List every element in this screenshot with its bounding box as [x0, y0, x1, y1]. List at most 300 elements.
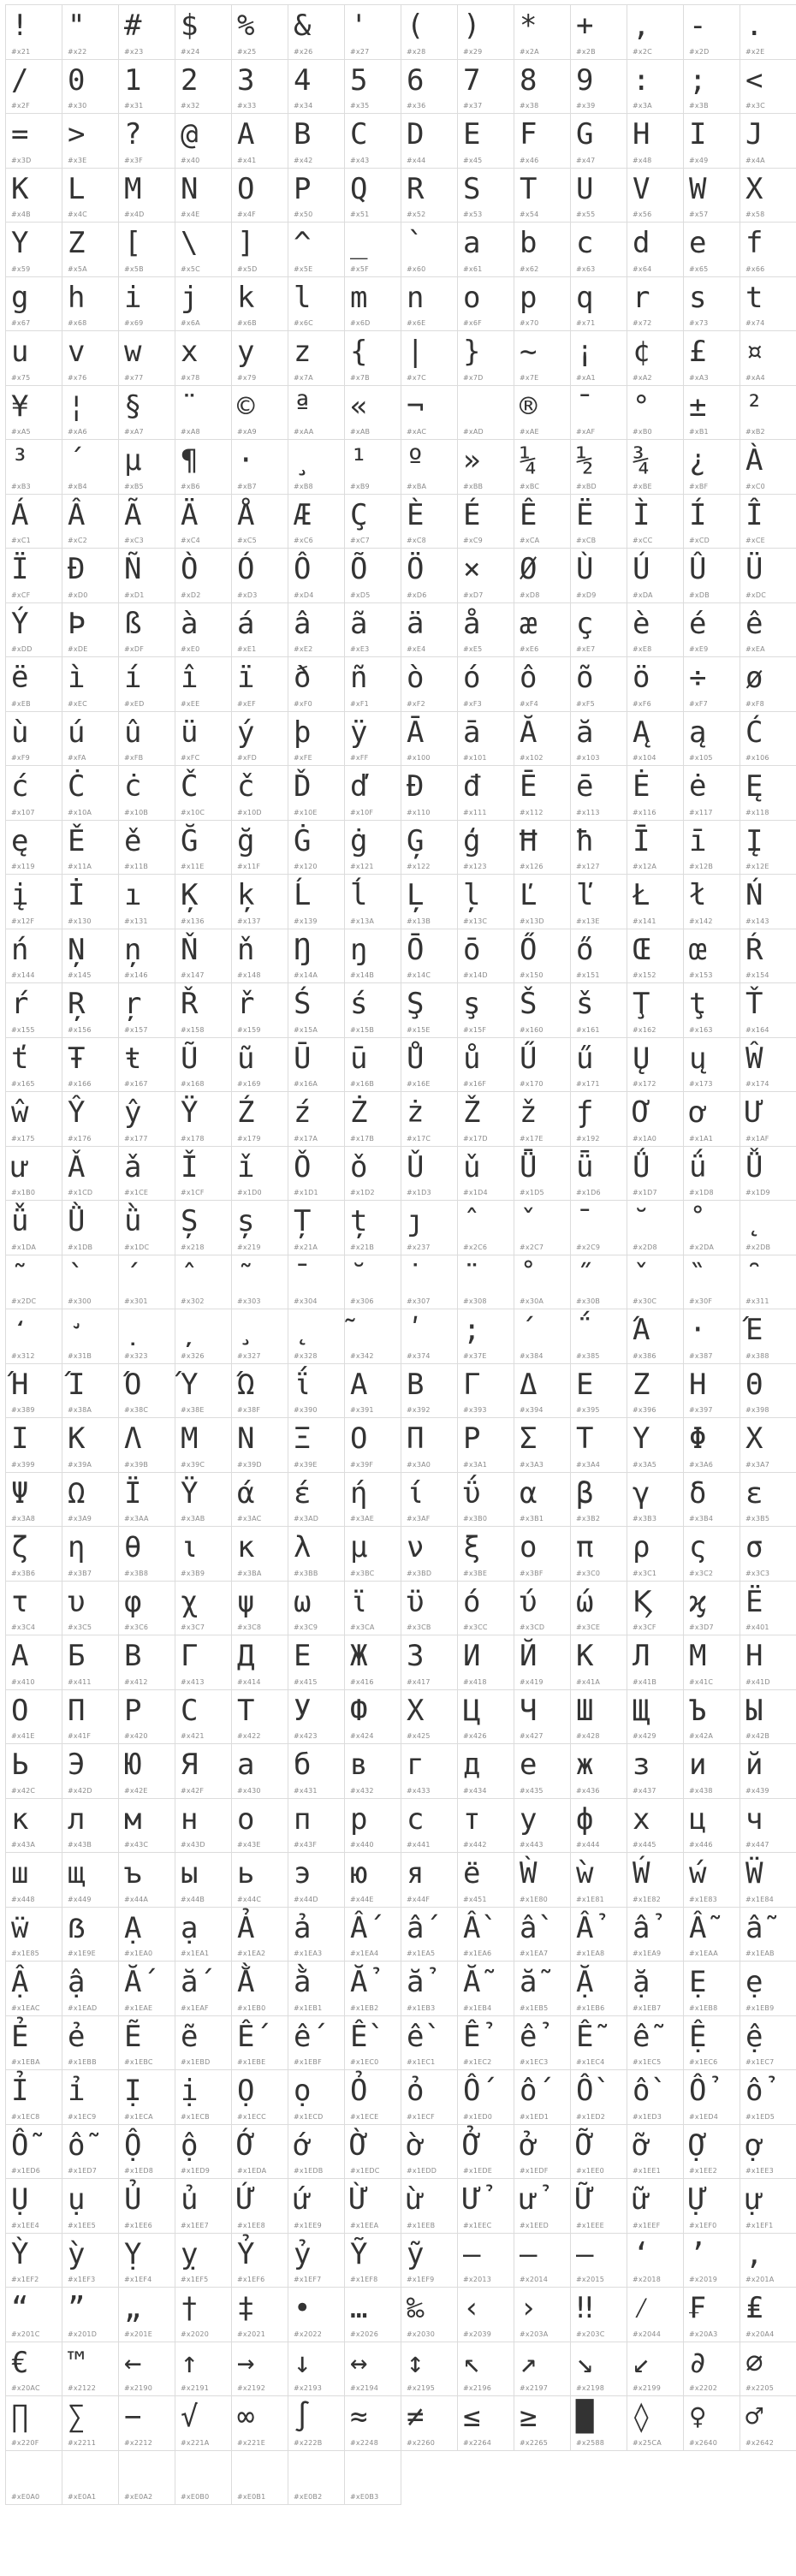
glyph-code-label: #x1D9: [746, 1189, 770, 1196]
glyph-character: <: [746, 62, 763, 98]
glyph-character: ë: [11, 661, 29, 695]
glyph-character: ǖ: [576, 1149, 594, 1184]
glyph-character: к: [11, 1801, 29, 1837]
glyph-cell: [288, 330, 345, 386]
glyph-code-label: #x1ECE: [350, 2112, 379, 2121]
glyph-cell: [740, 929, 796, 984]
glyph-character: ¯: [576, 389, 594, 424]
glyph-character: Q: [350, 171, 368, 206]
glyph-code-label: #x422: [237, 1732, 261, 1740]
glyph-character: ψ: [237, 1584, 255, 1619]
glyph-character: ï: [237, 661, 255, 695]
glyph-character: Ǎ: [68, 1149, 86, 1184]
glyph-character: Ο: [350, 1422, 368, 1456]
glyph-character: Δ: [520, 1367, 538, 1402]
glyph-cell: [740, 1309, 796, 1364]
glyph-character: Ϗ: [633, 1584, 652, 1619]
glyph-code-label: #x63: [576, 264, 596, 273]
glyph-cell: [175, 1581, 232, 1636]
glyph-code-label: #x2122: [68, 2384, 96, 2392]
glyph-character: ỏ: [407, 2074, 425, 2108]
glyph-character: P: [294, 171, 312, 206]
glyph-code-label: #x43F: [294, 1841, 318, 1849]
glyph-character: Ŗ: [68, 987, 86, 1021]
glyph-cell: [401, 656, 458, 712]
glyph-code-label: #x1EDF: [520, 2167, 549, 2175]
glyph-cell: [175, 2287, 232, 2342]
glyph-character: ặ: [633, 1965, 650, 1999]
glyph-cell: [514, 1635, 571, 1690]
glyph-code-label: #x58: [746, 211, 765, 218]
glyph-character: ̨: [294, 1313, 312, 1347]
glyph-character: Y: [11, 226, 29, 260]
glyph-character: ø: [746, 661, 763, 695]
glyph-character: k: [237, 280, 255, 315]
glyph-code-label: #x147: [181, 971, 205, 979]
glyph-character: «: [350, 389, 368, 424]
glyph-cell: [457, 874, 514, 929]
glyph-character: Ω: [68, 1475, 86, 1511]
glyph-code-label: #x53: [463, 211, 483, 218]
glyph-cell: [627, 2287, 684, 2342]
glyph-cell: [401, 2069, 458, 2125]
glyph-character: g: [11, 280, 29, 315]
glyph-code-label: #x16E: [407, 1080, 431, 1088]
glyph-cell: [231, 1581, 288, 1636]
glyph-code-label: #x3C3: [746, 1569, 770, 1577]
glyph-cell: [231, 1689, 288, 1745]
glyph-cell: [62, 765, 119, 821]
glyph-cell: [401, 982, 458, 1038]
glyph-cell: [401, 548, 458, 603]
glyph-code-label: #x1ED7: [68, 2167, 98, 2175]
glyph-code-label: #x39E: [294, 1460, 318, 1469]
glyph-cell: [118, 1417, 175, 1473]
glyph-cell: [175, 1417, 232, 1473]
glyph-code-label: #x72: [633, 319, 652, 327]
glyph-code-label: #x1EEF: [633, 2221, 661, 2229]
glyph-code-label: #xEA: [746, 645, 765, 653]
glyph-character: Η: [689, 1367, 707, 1402]
glyph-code-label: #x2DB: [746, 1243, 771, 1251]
glyph-cell: [288, 276, 345, 332]
glyph-cell: [288, 2342, 345, 2397]
glyph-character: ő: [576, 932, 594, 967]
glyph-character: ć: [11, 769, 29, 804]
glyph-code-label: #x1EBC: [124, 2058, 153, 2066]
glyph-cell: [514, 1255, 571, 1310]
glyph-cell: [118, 1200, 175, 1255]
glyph-character: Ê: [520, 497, 538, 532]
glyph-character: Ẳ: [350, 1965, 368, 1999]
glyph-code-label: #x2248: [350, 2438, 378, 2447]
glyph-code-label: #x1D8: [689, 1189, 714, 1196]
glyph-cell: [344, 1635, 401, 1690]
glyph-cell: [62, 602, 119, 658]
glyph-character: Κ: [68, 1422, 86, 1456]
glyph-code-label: #xBD: [576, 482, 597, 490]
glyph-character: ˇ: [520, 1204, 538, 1238]
glyph-code-label: #x203A: [520, 2330, 549, 2338]
glyph-character: ‰: [407, 2291, 425, 2325]
glyph-code-label: #x1E9E: [68, 1950, 96, 1957]
glyph-cell: [288, 874, 345, 929]
glyph-cell: [231, 1526, 288, 1582]
glyph-cell: [514, 439, 571, 495]
glyph-code-label: #xE7: [576, 645, 596, 653]
glyph-cell: [401, 1200, 458, 1255]
glyph-character: ữ: [633, 2182, 650, 2217]
glyph-character: †: [181, 2291, 199, 2325]
glyph-character: ¡: [576, 335, 594, 369]
glyph-cell: [514, 1091, 571, 1147]
glyph-character: s: [689, 280, 707, 315]
glyph-character: Й: [520, 1639, 538, 1673]
glyph-character: Ų: [633, 1041, 650, 1076]
glyph-code-label: #x159: [237, 1025, 261, 1034]
glyph-character: ф: [576, 1801, 594, 1837]
glyph-code-label: #xF5: [576, 699, 595, 708]
glyph-code-label: #x303: [237, 1297, 261, 1305]
glyph-cell: [627, 1363, 684, 1419]
glyph-cell: [288, 765, 345, 821]
glyph-character: å: [463, 606, 481, 641]
glyph-cell: [175, 2450, 232, 2506]
glyph-character: İ: [68, 878, 86, 912]
glyph-code-label: #x21: [11, 47, 31, 56]
glyph-cell: [231, 602, 288, 658]
glyph-code-label: #xD9: [576, 591, 597, 599]
glyph-cell: [175, 2233, 232, 2288]
glyph-character: Ċ: [68, 769, 86, 804]
glyph-character: ш: [11, 1856, 29, 1890]
glyph-cell: [288, 385, 345, 441]
glyph-cell: [401, 1689, 458, 1745]
glyph-character: Ğ: [181, 823, 199, 858]
glyph-character: л: [68, 1801, 86, 1837]
glyph-code-label: #x46: [520, 156, 539, 164]
glyph-cell: [288, 2124, 345, 2180]
glyph-character: ċ: [124, 769, 142, 804]
glyph-code-label: #x1EC7: [746, 2058, 775, 2066]
glyph-character: v: [68, 335, 86, 369]
glyph-code-label: #x1D4: [463, 1189, 488, 1196]
glyph-cell: [5, 1635, 62, 1690]
glyph-cell: [288, 1255, 345, 1310]
glyph-character: Ě: [68, 823, 86, 858]
glyph-cell: [457, 548, 514, 603]
glyph-code-label: #x6A: [181, 319, 200, 327]
glyph-character: C: [350, 117, 368, 151]
glyph-cell: [175, 1200, 232, 1255]
glyph-cell: [288, 4, 345, 60]
glyph-cell: [683, 1743, 740, 1799]
glyph-code-label: #xDE: [68, 645, 88, 653]
glyph-cell: [570, 1417, 627, 1473]
glyph-cell: [231, 1309, 288, 1364]
glyph-cell: [457, 1798, 514, 1854]
glyph-cell: [5, 2178, 62, 2234]
glyph-code-label: #x38E: [181, 1406, 205, 1414]
glyph-code-label: #x47: [576, 156, 596, 164]
glyph-cell: [740, 2233, 796, 2288]
glyph-code-label: #x30B: [576, 1297, 601, 1305]
glyph-character: Ố: [463, 2074, 481, 2108]
glyph-code-label: #x61: [463, 264, 483, 273]
glyph-character: ¬: [407, 389, 425, 424]
glyph-cell: [683, 1635, 740, 1690]
glyph-character: Ớ: [237, 2128, 255, 2163]
glyph-cell: [288, 656, 345, 712]
glyph-character: ʹ: [407, 1313, 425, 1347]
glyph-code-label: #x12A: [633, 863, 657, 870]
glyph-character: Ẅ: [746, 1856, 763, 1890]
glyph-character: Ύ: [181, 1367, 199, 1402]
glyph-character: Λ: [124, 1422, 142, 1456]
glyph-code-label: #x17C: [407, 1134, 431, 1143]
glyph-cell: [231, 1635, 288, 1690]
glyph-cell: [627, 2233, 684, 2288]
glyph-cell: [401, 929, 458, 984]
glyph-code-label: #x1EA0: [124, 1950, 153, 1957]
glyph-code-label: #x3A5: [633, 1460, 657, 1469]
glyph-cell: [627, 1255, 684, 1310]
glyph-character: Ġ: [294, 823, 312, 858]
glyph-code-label: #x1E82: [633, 1895, 661, 1903]
glyph-cell: [627, 4, 684, 60]
glyph-cell: [288, 2069, 345, 2125]
glyph-cell: [627, 59, 684, 115]
glyph-cell: [231, 2069, 288, 2125]
glyph-cell: [62, 548, 119, 603]
glyph-code-label: #x1EDB: [294, 2167, 324, 2175]
glyph-character: Х: [407, 1693, 425, 1728]
glyph-cell: [401, 874, 458, 929]
glyph-code-label: #x43C: [124, 1841, 149, 1849]
glyph-character: *: [520, 9, 538, 43]
glyph-character: D: [407, 117, 425, 151]
glyph-cell: [740, 2342, 796, 2397]
glyph-code-label: #x3AF: [407, 1515, 431, 1522]
glyph-code-label: #x1EC3: [520, 2058, 549, 2066]
glyph-code-label: #x413: [181, 1677, 205, 1686]
glyph-cell: [401, 602, 458, 658]
glyph-code-label: #x3F: [124, 156, 143, 164]
glyph-cell: [514, 330, 571, 386]
glyph-cell: [288, 1635, 345, 1690]
glyph-code-label: #x3A6: [689, 1460, 714, 1469]
glyph-code-label: #xE9: [689, 645, 709, 653]
glyph-character: ằ: [294, 1965, 312, 1999]
glyph-character: ¥: [11, 389, 29, 424]
glyph-cell: [740, 2069, 796, 2125]
glyph-code-label: #x44E: [350, 1895, 374, 1903]
glyph-cell: [231, 1907, 288, 1962]
glyph-code-label: #xAF: [576, 428, 596, 436]
glyph-code-label: #x68: [68, 319, 87, 327]
glyph-cell: [401, 2287, 458, 2342]
glyph-code-label: #x3BF: [520, 1569, 544, 1577]
glyph-character: ‘: [633, 2236, 650, 2271]
glyph-character: Ự: [689, 2182, 707, 2217]
glyph-code-label: #x42D: [68, 1786, 92, 1795]
glyph-character: й: [746, 1748, 763, 1782]
glyph-code-label: #x31B: [68, 1351, 92, 1360]
glyph-cell: [683, 4, 740, 60]
glyph-code-label: #x39C: [181, 1460, 205, 1469]
glyph-character: Ả: [237, 1910, 255, 1945]
glyph-cell: [175, 1037, 232, 1093]
glyph-cell: [514, 1309, 571, 1364]
glyph-cell: [683, 1798, 740, 1854]
glyph-character: Ç: [350, 497, 368, 532]
glyph-character: Έ: [746, 1313, 763, 1347]
glyph-cell: [457, 168, 514, 223]
glyph-code-label: #x1EB6: [576, 2003, 605, 2012]
glyph-code-label: #x1ECD: [294, 2112, 324, 2121]
glyph-character: Θ: [746, 1367, 763, 1402]
glyph-cell: [5, 1689, 62, 1745]
glyph-code-label: #x1EA6: [463, 1950, 492, 1957]
glyph-cell: [231, 2233, 288, 2288]
glyph-cell: [627, 1200, 684, 1255]
glyph-code-label: #x2190: [124, 2384, 152, 2392]
glyph-cell: [118, 276, 175, 332]
glyph-code-label: #x390: [294, 1406, 318, 1414]
glyph-code-label: #xC6: [294, 537, 313, 544]
glyph-cell: [401, 1581, 458, 1636]
glyph-cell: [344, 59, 401, 115]
glyph-character: Ŋ: [294, 932, 312, 967]
glyph-character: `: [407, 226, 425, 260]
glyph-code-label: #x3E: [68, 156, 87, 164]
glyph-character: |: [407, 335, 425, 369]
glyph-character: Ϋ: [181, 1475, 199, 1511]
glyph-code-label: #x201D: [68, 2330, 98, 2338]
glyph-cell: [62, 982, 119, 1038]
glyph-character: ∫: [294, 2400, 312, 2434]
glyph-cell: [401, 2015, 458, 2071]
glyph-character: l: [294, 280, 312, 315]
glyph-character: ˚: [689, 1204, 707, 1238]
glyph-code-label: #x52: [407, 211, 426, 218]
glyph-character: π: [576, 1530, 594, 1564]
glyph-cell: [5, 1472, 62, 1528]
glyph-code-label: #x1EAA: [689, 1950, 718, 1957]
glyph-cell: [740, 1363, 796, 1419]
glyph-character: ǚ: [11, 1204, 29, 1238]
glyph-code-label: #x1D3: [407, 1189, 431, 1196]
glyph-code-label: #xCD: [689, 537, 710, 544]
glyph-code-label: #x5A: [68, 264, 87, 273]
glyph-cell: [5, 1852, 62, 1908]
glyph-character: ð: [294, 661, 312, 695]
glyph-character: ≠: [407, 2400, 425, 2434]
glyph-cell: [231, 1961, 288, 2016]
glyph-code-label: #x2C: [633, 47, 652, 56]
glyph-code-label: #x111: [463, 808, 487, 816]
glyph-character: ñ: [350, 661, 368, 695]
glyph-character: φ: [124, 1584, 142, 1619]
glyph-code-label: #x419: [520, 1677, 544, 1686]
glyph-code-label: #x15F: [463, 1025, 487, 1034]
glyph-code-label: #x1ECC: [237, 2112, 266, 2121]
glyph-code-label: #x392: [407, 1406, 431, 1414]
glyph-character: а: [237, 1748, 255, 1782]
glyph-cell: [344, 2178, 401, 2234]
glyph-character: Ỡ: [576, 2128, 594, 2163]
glyph-cell: [5, 1526, 62, 1582]
glyph-code-label: #x4A: [746, 156, 765, 164]
glyph-character: ˛: [746, 1204, 763, 1238]
glyph-character: Ǐ: [181, 1149, 199, 1184]
glyph-character: Č: [181, 769, 199, 804]
glyph-code-label: #x219: [237, 1243, 261, 1251]
glyph-code-label: #xF7: [689, 699, 708, 708]
glyph-character: A: [237, 117, 255, 151]
glyph-cell: [344, 385, 401, 441]
glyph-character: ổ: [746, 2074, 763, 2108]
glyph-code-label: #x1D7: [633, 1189, 657, 1196]
glyph-code-label: #x2194: [350, 2384, 378, 2392]
glyph-code-label: #x1EB9: [746, 2003, 775, 2012]
glyph-cell: [62, 1146, 119, 1202]
glyph-code-label: #x33: [237, 102, 257, 110]
glyph-cell: [627, 113, 684, 169]
glyph-character: ¹: [350, 443, 368, 478]
glyph-code-label: #x2205: [746, 2384, 774, 2392]
glyph-cell: [570, 1526, 627, 1582]
glyph-code-label: #x1EF1: [746, 2221, 774, 2229]
glyph-code-label: #x21B: [350, 1243, 375, 1251]
glyph-character: ẵ: [520, 1965, 538, 1999]
glyph-character: Ừ: [350, 2182, 368, 2217]
glyph-cell: [457, 2395, 514, 2451]
glyph-code-label: #x39A: [68, 1460, 92, 1469]
glyph-character: √: [181, 2400, 199, 2434]
glyph-cell: [288, 113, 345, 169]
glyph-character: »: [463, 443, 481, 478]
glyph-character: U: [576, 171, 594, 206]
glyph-code-label: #x1ED2: [576, 2112, 606, 2121]
glyph-character: Œ: [633, 932, 650, 967]
glyph-code-label: #x62: [520, 264, 539, 273]
glyph-character: ι: [181, 1530, 199, 1564]
glyph-code-label: #x3CA: [350, 1623, 375, 1631]
glyph-code-label: #x374: [407, 1351, 431, 1360]
glyph-character: η: [68, 1530, 86, 1564]
glyph-cell: [175, 1255, 232, 1310]
glyph-cell: [231, 1363, 288, 1419]
glyph-cell: [288, 2287, 345, 2342]
glyph-code-label: #x1EED: [520, 2221, 549, 2229]
glyph-code-label: #x177: [124, 1134, 148, 1143]
glyph-character: Д: [237, 1639, 255, 1673]
glyph-cell: [457, 1852, 514, 1908]
glyph-character: ơ: [689, 1095, 707, 1130]
glyph-code-label: #x155: [11, 1025, 35, 1034]
glyph-cell: [570, 222, 627, 277]
glyph-character: G: [576, 117, 594, 151]
glyph-character: ự: [746, 2182, 763, 2217]
glyph-character: „: [124, 2291, 142, 2325]
glyph-cell: [401, 1037, 458, 1093]
glyph-cell: [627, 2395, 684, 2451]
glyph-character: ş: [463, 987, 481, 1021]
glyph-code-label: #xFE: [294, 754, 312, 762]
glyph-character: ♀: [689, 2400, 707, 2434]
glyph-cell: [401, 494, 458, 549]
